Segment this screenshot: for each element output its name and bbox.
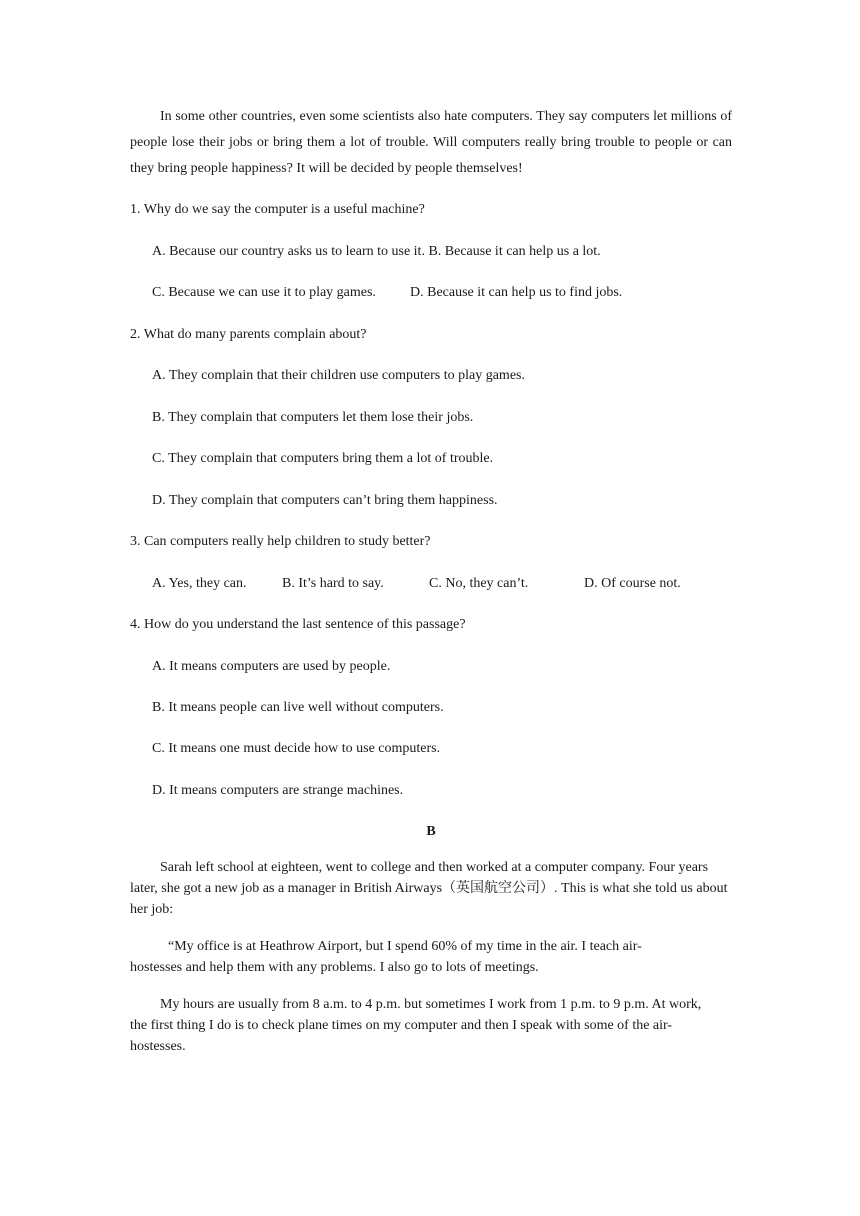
question-2-prompt: 2. What do many parents complain about? <box>130 327 367 342</box>
question-4-option-c[interactable]: C. It means one must decide how to use computers. <box>152 741 441 756</box>
question-2-option-b[interactable]: B. They complain that computers let them lose their jobs. <box>152 410 474 425</box>
question-1-option-d[interactable]: D. Because it can help us to find jobs. <box>410 285 623 300</box>
question-4-option-d[interactable]: D. It means computers are strange machines. <box>152 783 404 798</box>
question-2-option-a[interactable]: A. They complain that their children use computers to play games. <box>152 368 525 383</box>
passage-b-paragraph-1: Sarah left school at eighteen, went to college and then worked at a computer company. Four years later, she got a new job as a manager in British Airways（英国航空公司）. This is what she told us about her job: <box>130 860 728 917</box>
section-b-heading: B <box>426 824 436 839</box>
question-4-option-b[interactable]: B. It means people can live well without computers. <box>152 700 444 715</box>
passage-b-paragraph-2: “My office is at Heathrow Airport, but I spend 60% of my time in the air. I teach air-hostesses and help them with any problems. I also go to lots of meetings. <box>130 939 642 975</box>
question-2-option-c[interactable]: C. They complain that computers bring them a lot of trouble. <box>152 451 494 466</box>
question-4-prompt: 4. How do you understand the last sentence of this passage? <box>130 617 466 632</box>
passage-b-paragraph-3: My hours are usually from 8 a.m. to 4 p.m. but sometimes I work from 1 p.m. to 9 p.m. At work, the first thing I do is to check plane times on my computer and then I speak with some of the air-hostesses. <box>130 997 702 1054</box>
question-3-option-d[interactable]: D. Of course not. <box>584 576 681 591</box>
question-3-option-c[interactable]: C. No, they can’t. <box>429 576 529 591</box>
passage-a-closing-paragraph: In some other countries, even some scientists also hate computers. They say computers let millions of people lose their jobs or bring them a lot of trouble. Will computers really bring trouble to people or can they bring people happiness? It will be decided by people themselves! <box>130 109 732 176</box>
question-4-option-a[interactable]: A. It means computers are used by people. <box>152 659 391 674</box>
question-1-option-b[interactable]: B. Because it can help us a lot. <box>428 244 601 259</box>
question-1-options-row-2 <box>152 283 622 303</box>
question-1-option-c[interactable]: C. Because we can use it to play games. <box>152 285 376 300</box>
question-3-option-a[interactable]: A. Yes, they can. <box>152 576 247 591</box>
question-1-options-row-1 <box>152 242 601 262</box>
question-3-option-b[interactable]: B. It’s hard to say. <box>282 576 384 591</box>
question-1-prompt: 1. Why do we say the computer is a useful machine? <box>130 202 425 217</box>
question-2-option-d[interactable]: D. They complain that computers can’t bring them happiness. <box>152 493 498 508</box>
question-1-option-a[interactable]: A. Because our country asks us to learn to use it. <box>152 244 425 259</box>
question-3-prompt: 3. Can computers really help children to study better? <box>130 534 431 549</box>
question-3-options-row <box>152 574 681 594</box>
